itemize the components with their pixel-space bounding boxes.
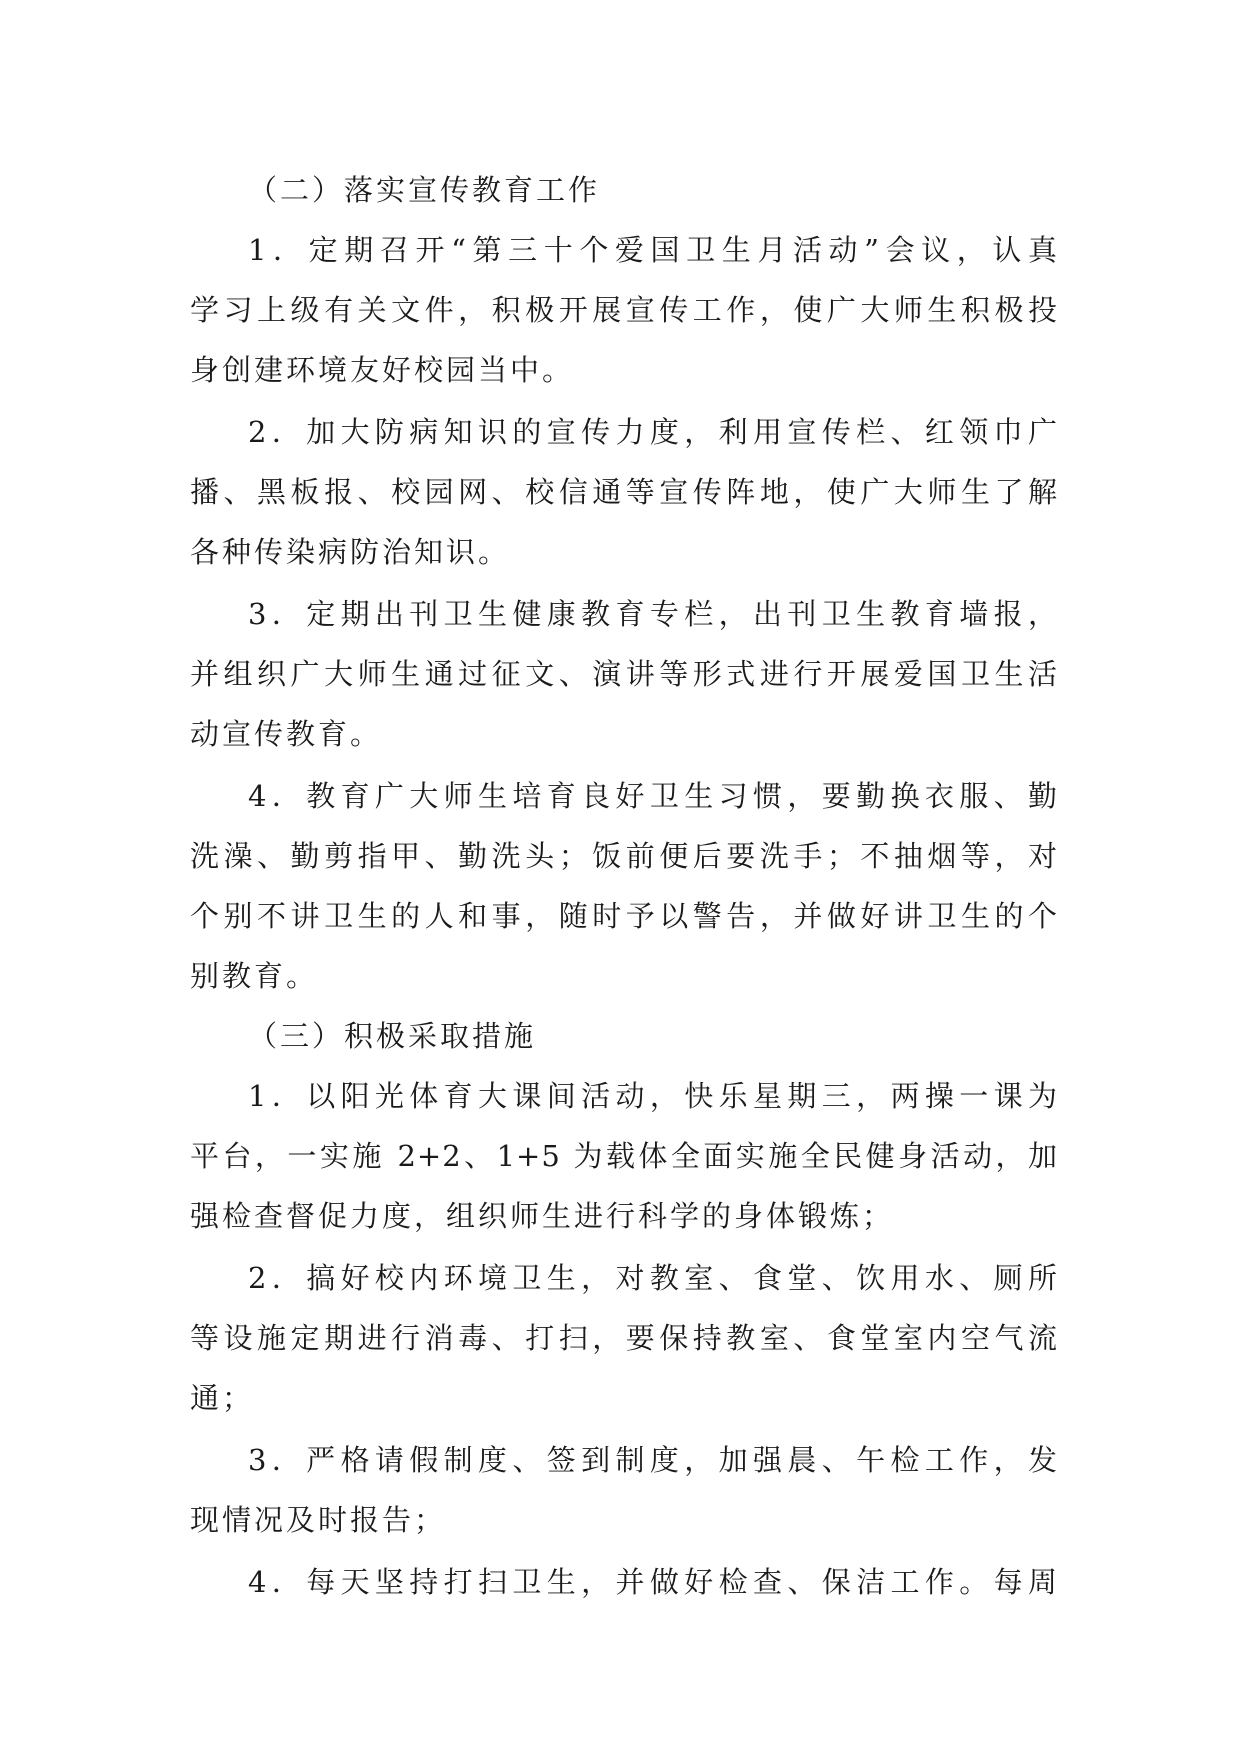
text-line: 2．加大防病知识的宣传力度，利用宣传栏、红领巾广 [248,415,1058,449]
text-line: 3．定期出刊卫生健康教育专栏，出刊卫生教育墙报， [248,597,1058,631]
text-line: 2．搞好校内环境卫生，对教室、食堂、饮用水、厕所 [248,1261,1058,1295]
text-line: 身创建环境友好校园当中。 [190,353,575,387]
text-line: 并组织广大师生通过征文、演讲等形式进行开展爱国卫生活 [190,657,1058,691]
document-body [190,160,1058,1612]
section3-item-4 [190,1552,1058,1612]
section3-item-3 [190,1430,1058,1550]
text-line: 现情况及时报告； [190,1503,447,1537]
text-line: 1．定期召开“第三十个爱国卫生月活动”会议，认真 [248,233,1058,267]
section3-item-1 [190,1066,1058,1246]
text-line: 1．以阳光体育大课间活动，快乐星期三，两操一课为 [248,1079,1058,1113]
text-line: 个别不讲卫生的人和事，随时予以警告，并做好讲卫生的个 [190,899,1058,933]
text-line: 各种传染病防治知识。 [190,535,511,569]
text-line: 4．教育广大师生培育良好卫生习惯，要勤换衣服、勤 [248,779,1058,813]
text-line: 播、黑板报、校园网、校信通等宣传阵地，使广大师生了解 [190,475,1058,509]
section2-item-1 [190,220,1058,400]
text-line: 通； [190,1381,255,1415]
text-line: 洗澡、勤剪指甲、勤洗头；饭前便后要洗手；不抽烟等，对 [190,839,1058,873]
text-line: 等设施定期进行消毒、打扫，要保持教室、食堂室内空气流 [190,1321,1058,1355]
section-heading-3: （三）积极采取措施 [248,1019,537,1053]
text-line: 平台，一实施 2+2、1+5 为载体全面实施全民健身活动，加 [190,1139,1058,1173]
section2-item-3 [190,584,1058,764]
text-line: 学习上级有关文件，积极开展宣传工作，使广大师生积极投 [190,293,1058,327]
section3-item-2 [190,1248,1058,1428]
section2-item-2 [190,402,1058,582]
section2-item-4 [190,766,1058,1006]
text-line: 3．严格请假制度、签到制度，加强晨、午检工作，发 [248,1443,1058,1477]
text-line: 4．每天坚持打扫卫生，并做好检查、保洁工作。每周 [248,1565,1058,1599]
text-line: 别教育。 [190,959,319,993]
section-heading-2: （二）落实宣传教育工作 [248,173,601,207]
text-line: 强检查督促力度，组织师生进行科学的身体锻炼； [190,1199,895,1233]
text-line: 动宣传教育。 [190,717,383,751]
